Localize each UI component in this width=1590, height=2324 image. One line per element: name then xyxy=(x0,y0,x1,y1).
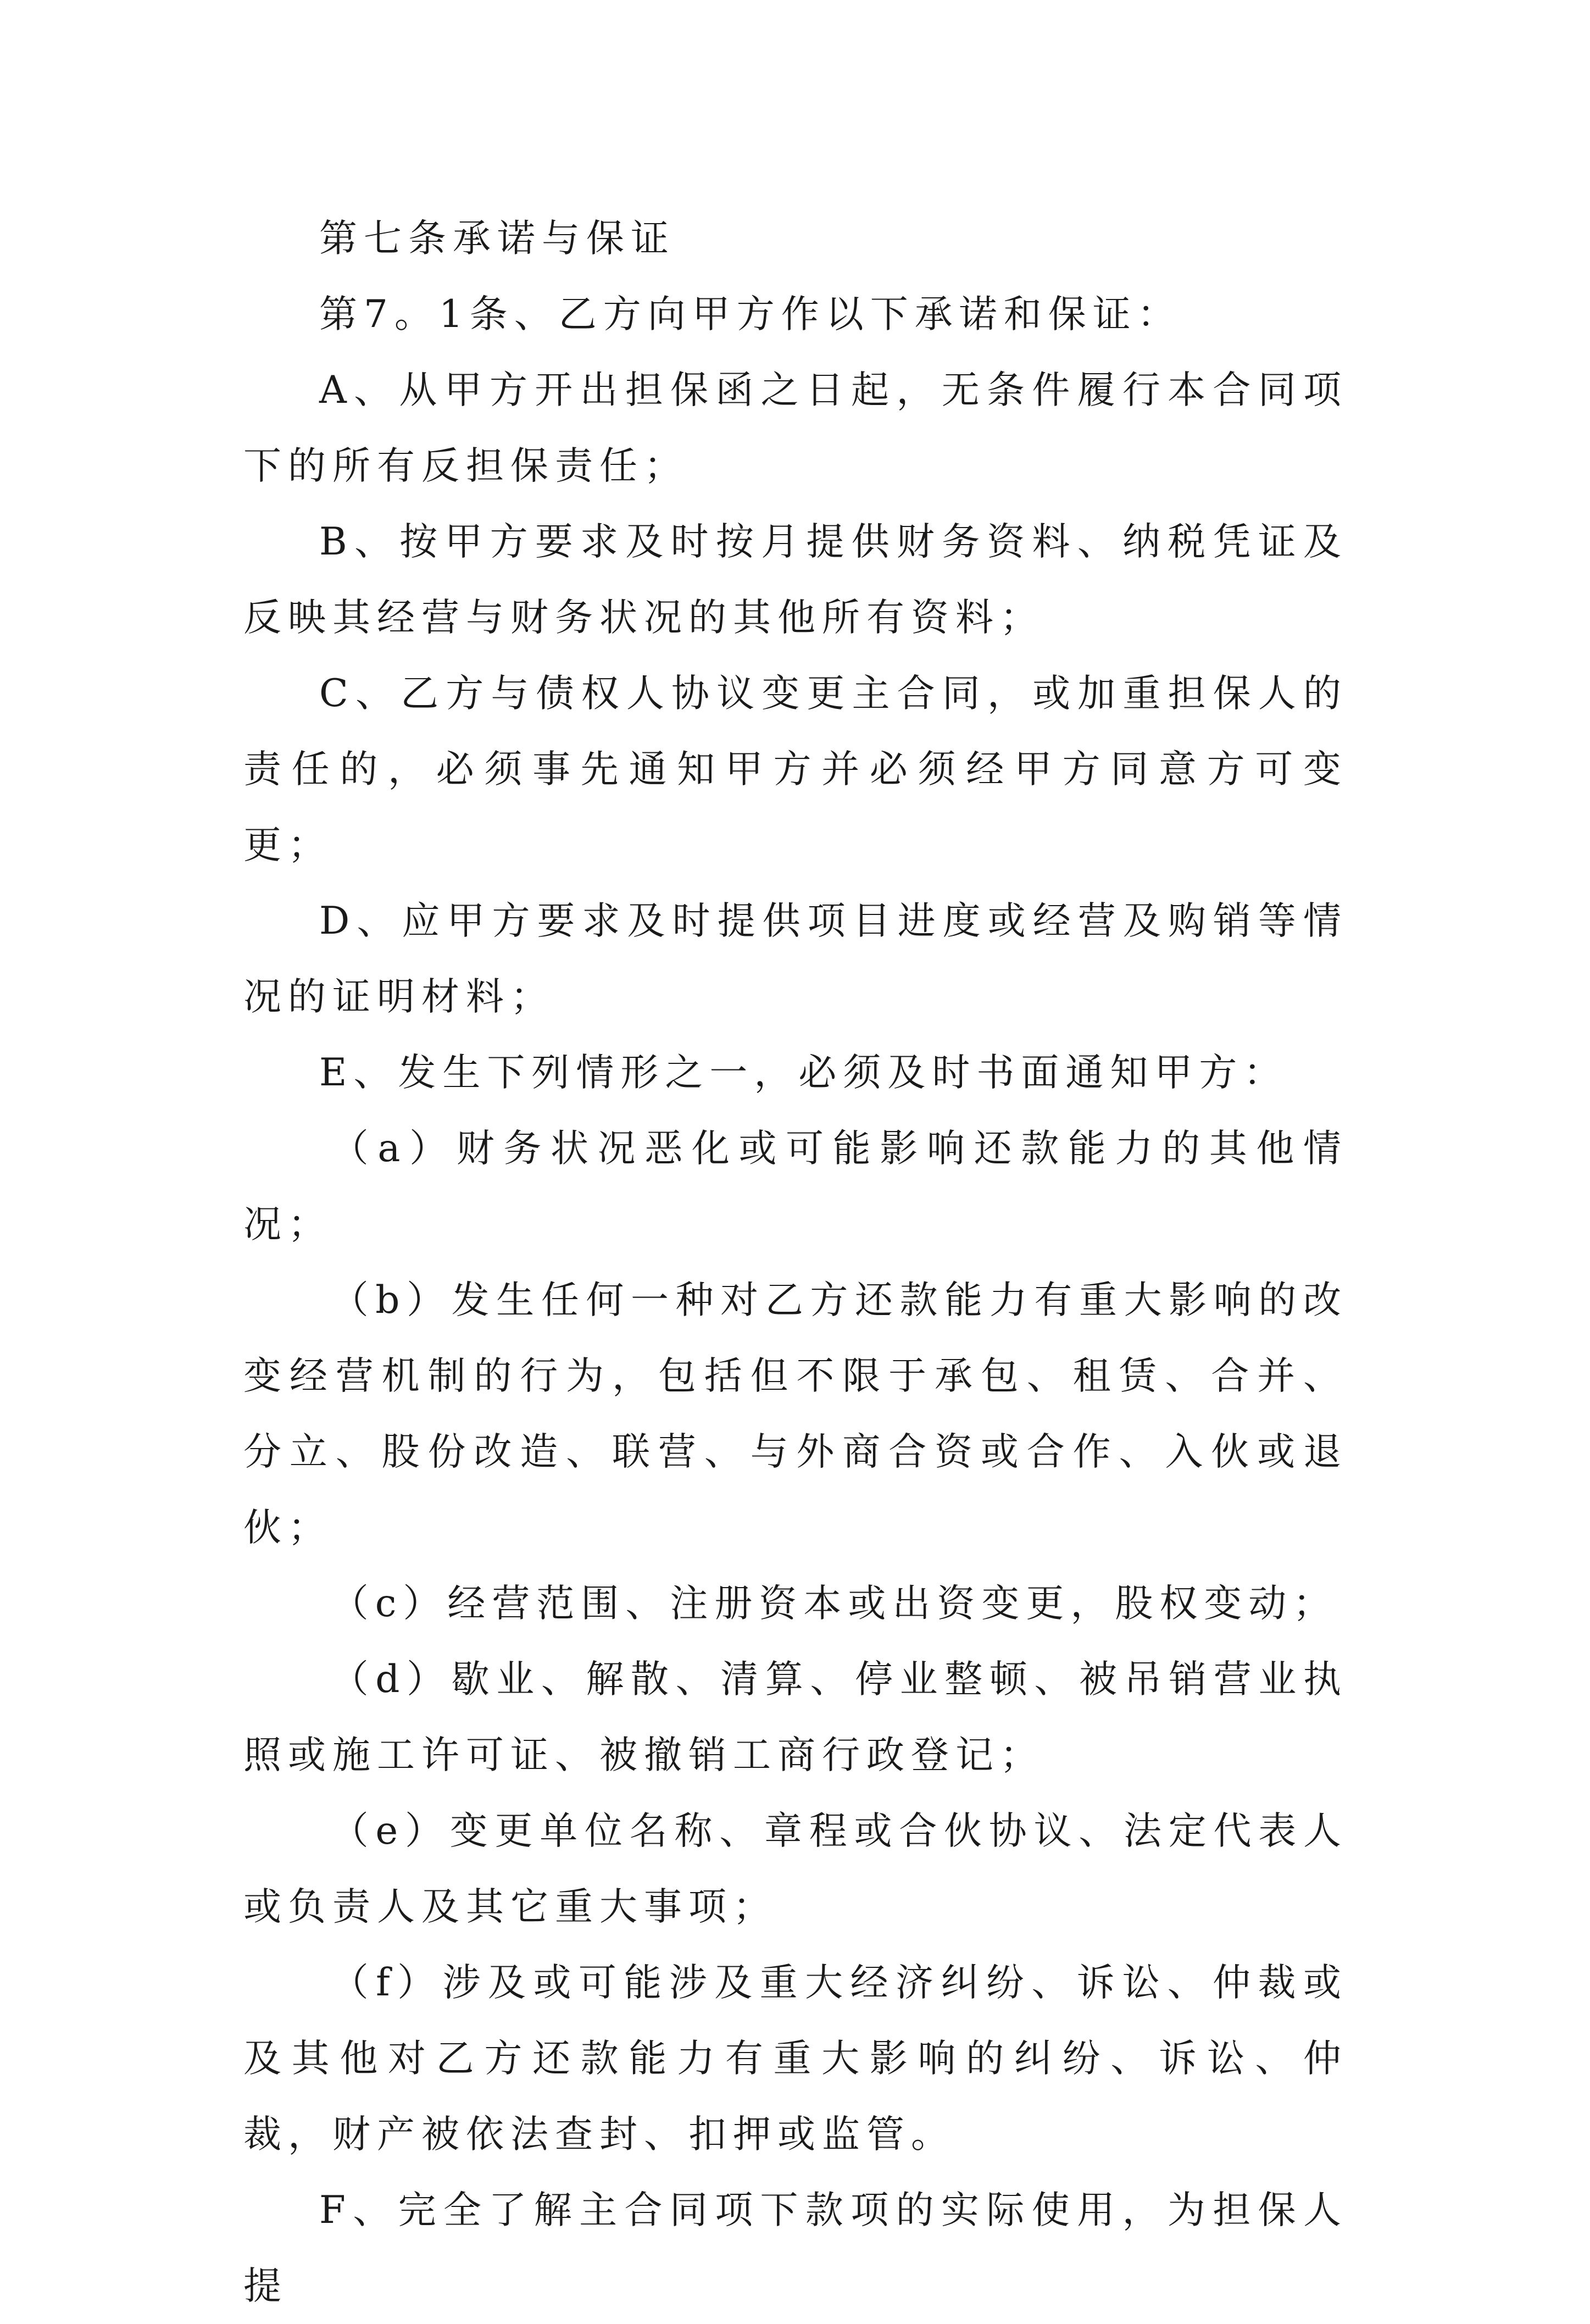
item-e: E、发生下列情形之一，必须及时书面通知甲方： xyxy=(319,1051,1288,1095)
item-f: F、完全了解主合同项下款项的实际使用，为担保人提 xyxy=(243,2188,1348,2308)
sub-item-b: （b）发生任何一种对乙方还款能力有重大影响的改变经营机制的行为，包括但不限于承包、租赁、合并、分立、股份改造、联营、与外商合资或合作、入伙或退伙； xyxy=(243,1278,1348,1550)
sub-item-c: （c）经营范围、注册资本或出资变更，股权变动； xyxy=(330,1582,1338,1626)
sub-item-a: （a）财务状况恶化或可能影响还款能力的其他情况； xyxy=(243,1127,1348,1246)
item-c: C、乙方与债权人协议变更主合同，或加重担保人的责任的，必须事先通知甲方并必须经甲方同意方可变更； xyxy=(243,672,1348,867)
sub-item-f: （f）涉及或可能涉及重大经济纠纷、诉讼、仲裁或及其他对乙方还款能力有重大影响的纠纷、诉讼、仲裁，财产被依法查封、扣押或监管。 xyxy=(243,1961,1348,2156)
article-heading: 第七条承诺与保证 xyxy=(319,217,675,260)
item-b: B、按甲方要求及时按月提供财务资料、纳税凭证及反映其经营与财务状况的其他所有资料； xyxy=(243,520,1348,640)
item-d: D、应甲方要求及时提供项目进度或经营及购销等情况的证明材料； xyxy=(243,899,1348,1019)
sub-item-d: （d）歇业、解散、清算、停业整顿、被吊销营业执照或施工许可证、被撤销工商行政登记； xyxy=(243,1657,1348,1777)
clause-7-1: 第7。1条、乙方向甲方作以下承诺和保证： xyxy=(319,292,1182,336)
sub-item-e: （e）变更单位名称、章程或合伙协议、法定代表人或负责人及其它重大事项； xyxy=(243,1809,1348,1929)
document-body xyxy=(243,201,1348,2324)
item-a: A、从甲方开出担保函之日起，无条件履行本合同项下的所有反担保责任； xyxy=(243,368,1348,488)
